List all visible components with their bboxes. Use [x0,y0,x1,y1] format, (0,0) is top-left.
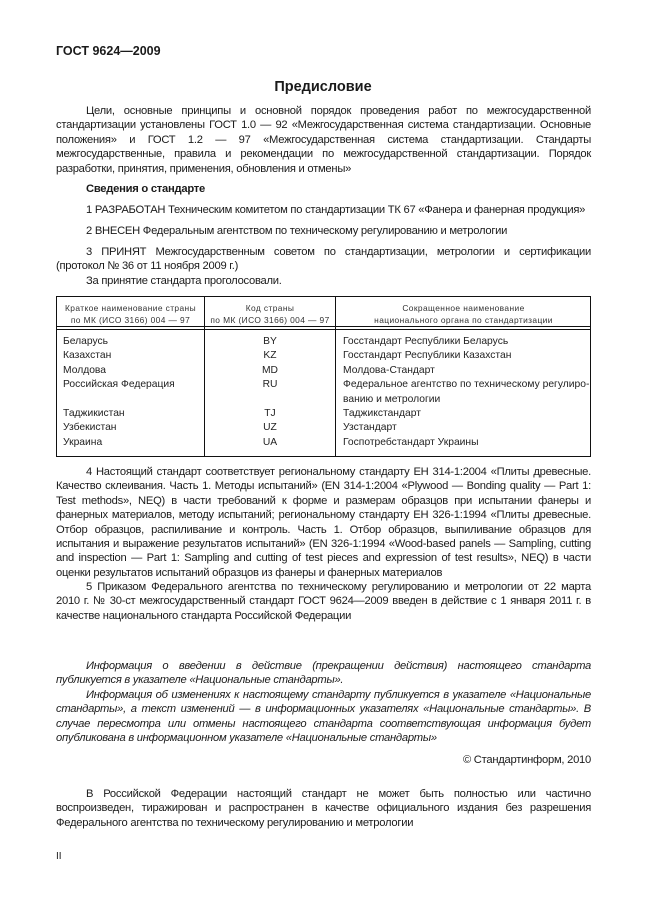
voting-countries-table [56,296,591,457]
country-column [63,335,203,450]
cell-country: Таджикистан [63,408,125,420]
header-country-name: Краткое наименование страны по МК (ИСО 3166) 004 — 97 [65,303,196,325]
cell-code: UZ [263,422,277,434]
item-1: 1 РАЗРАБОТАН Техническим комитетом по стандартизации ТК 67 «Фанера и фанерная продукция» [86,204,586,216]
cell-body: Федеральное агентство по техническому регулиро- [343,379,590,391]
header-standards-body: Сокращенное наименование национального органа по стандартизации [374,303,553,325]
header-country-code: Код страны по МК (ИСО 3166) 004 — 97 [210,303,330,325]
header-divider [57,326,590,327]
cell-code: TJ [264,408,276,420]
cell-body: Госстандарт Республики Казахстан [343,350,512,362]
cell-country: Казахстан [63,350,112,362]
cell-body: Узстандарт [343,422,397,434]
item-2: 2 ВНЕСЕН Федеральным агентством по техническому регулированию и метрологии [86,225,508,237]
item-4: 4 Настоящий стандарт соответствует региональному стандарту ЕН 314-1:2004 «Плиты древесные. Качество склеивания. Часть 1. Методы испытаний» (EN 314-1:2004 «Plywood — Bonding quality — Part 1: Test methods», NEQ) в части требований к форме и размерам образцов при испытании фанеры и фанерных материалов, методу испытаний; региональному стандарту ЕН 326-1:1994 «Плиты древесные. Отбор образцов, распиливание и контроль. Часть 1. Отбор образцов, выпиливание образцов для испытания и выражение результатов испытаний» (EN 326-1:1994 «Wood-based panels — Sampling, cutting and inspection — Part 1: Sampling and cutting of test pieces and expression of test results», NEQ) в части оценки результатов испытаний образцов из фанеры и фанерных материалов [56,466,591,579]
cell-country: Беларусь [63,336,109,347]
cell-country: Украина [63,436,103,448]
cell-country: Молдова [63,364,107,376]
cell-code: MD [261,364,278,376]
cell-body: Таджикстандарт [343,408,421,420]
cell-code: RU [262,379,278,391]
notice-changes: Информация об изменениях к настоящему стандарту публикуется в указателе «Национальные стандарты», а текст изменений — в информационных указателях «Национальные стандарты». В случае пересмотра или отмены настоящего стандарта соответствующая информация будет опубликована в информационном указателе «Национальные стандарты» [56,689,591,745]
code-column [205,335,335,450]
cell-code: BY [263,336,277,347]
cell-body: ванию и метрологии [343,393,441,405]
notice-introduction: Информация о введении в действие (прекращении действия) настоящего стандарта публикуется в указателе «Национальные стандарты». [56,660,591,687]
cell-country: Российская Федерация [63,379,175,391]
body-column [343,335,588,450]
header-divider [57,329,590,330]
reproduction-restriction: В Российской Федерации настоящий стандарт не может быть полностью или частично воспроизведен, тиражирован и распространен в качестве официального издания без разрешения Федерального агентства по техническому регулированию и метрологии [56,788,591,829]
item-3: 3 ПРИНЯТ Межгосударственным советом по стандартизации, метрологии и сертификации (протокол № 36 от 11 ноября 2009 г.) [56,246,591,273]
cell-body: Госпотребстандарт Украины [343,436,479,448]
page-title: Предисловие [274,79,372,95]
item-5: 5 Приказом Федерального агентства по техническому регулированию и метрологии от 22 марта 2010 г. № 30-ст межгосударственный стандарт ГОСТ 9624—2009 введен в действие с 1 января 2011 г. в качестве национального стандарта Российской Федерации [56,581,591,622]
cell-body: Госстандарт Республики Беларусь [343,336,509,347]
cell-code: UA [262,436,278,448]
voted-text: За принятие стандарта проголосовали. [86,275,282,287]
document-code-header: ГОСТ 9624—2009 [56,44,161,58]
copyright: © Стандартинформ, 2010 [462,754,591,766]
cell-country: Узбекистан [63,422,117,434]
cell-body: Молдова-Стандарт [343,364,435,376]
page-number: II [56,851,62,862]
cell-code: KZ [263,350,277,362]
section-heading: Сведения о стандарте [86,183,205,195]
intro-paragraph: Цели, основные принципы и основной порядок проведения работ по межгосударственной стандартизации установлены ГОСТ 1.0 — 92 «Межгосударственная система стандартизации. Основные положения» и ГОСТ 1.2 — 97 «Межгосударственная система стандартизации. Стандарты межгосударственные, правила и рекомендации по межгосударственной стандартизации. Порядок разработки, принятия, применения, обновления и отмены» [56,105,591,175]
